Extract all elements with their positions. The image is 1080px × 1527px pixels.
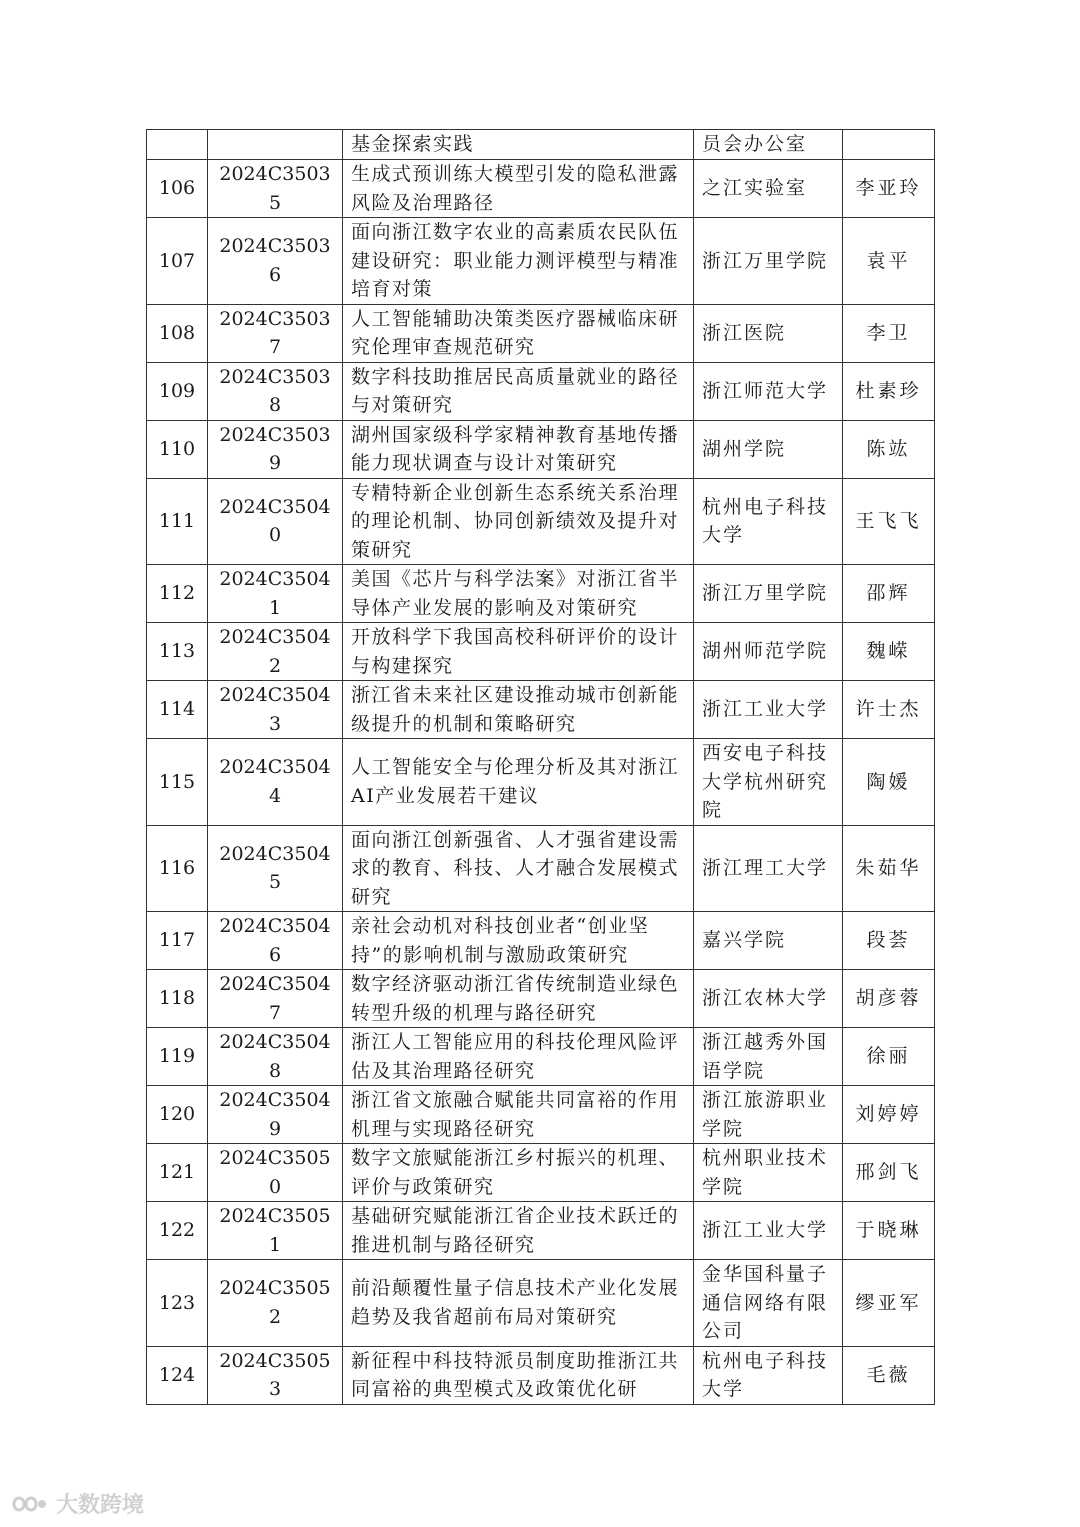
cell-title: 浙江人工智能应用的科技伦理风险评估及其治理路径研究 bbox=[343, 1028, 694, 1086]
cell-person: 陶媛 bbox=[843, 739, 935, 826]
cell-title: 湖州国家级科学家精神教育基地传播能力现状调查与设计对策研究 bbox=[343, 420, 694, 478]
cell-code: 2024C35048 bbox=[208, 1028, 343, 1086]
table-row bbox=[147, 1086, 935, 1144]
cell-code: 2024C35035 bbox=[208, 160, 343, 218]
cell-title: 专精特新企业创新生态系统关系治理的理论机制、协同创新绩效及提升对策研究 bbox=[343, 478, 694, 565]
cell-title: 新征程中科技特派员制度助推浙江共同富裕的典型模式及政策优化研 bbox=[343, 1346, 694, 1404]
cell-person: 李卫 bbox=[843, 304, 935, 362]
cell-org: 金华国科量子通信网络有限公司 bbox=[694, 1260, 843, 1347]
table-body bbox=[147, 130, 935, 1405]
cell-title: 浙江省文旅融合赋能共同富裕的作用机理与实现路径研究 bbox=[343, 1086, 694, 1144]
cell-person: 朱茹华 bbox=[843, 825, 935, 912]
cell-code: 2024C35043 bbox=[208, 681, 343, 739]
cell-person: 袁平 bbox=[843, 218, 935, 305]
cell-org: 浙江旅游职业学院 bbox=[694, 1086, 843, 1144]
cell-org: 之江实验室 bbox=[694, 160, 843, 218]
cell-no: 109 bbox=[147, 362, 208, 420]
cell-no: 112 bbox=[147, 565, 208, 623]
cell-org: 杭州职业技术学院 bbox=[694, 1144, 843, 1202]
cell-code: 2024C35038 bbox=[208, 362, 343, 420]
cell-person: 邵辉 bbox=[843, 565, 935, 623]
cell-org: 浙江师范大学 bbox=[694, 362, 843, 420]
watermark-text: 大数跨境 bbox=[56, 1493, 145, 1518]
cell-person: 李亚玲 bbox=[843, 160, 935, 218]
cell-code: 2024C35046 bbox=[208, 912, 343, 970]
cell-code: 2024C35036 bbox=[208, 218, 343, 305]
cell-org: 杭州电子科技大学 bbox=[694, 478, 843, 565]
cell-title: 数字经济驱动浙江省传统制造业绿色转型升级的机理与路径研究 bbox=[343, 970, 694, 1028]
cell-code: 2024C35039 bbox=[208, 420, 343, 478]
table-row bbox=[147, 160, 935, 218]
table-row bbox=[147, 218, 935, 305]
cell-person: 邢剑飞 bbox=[843, 1144, 935, 1202]
cell-org: 西安电子科技大学杭州研究院 bbox=[694, 739, 843, 826]
cell-code: 2024C35037 bbox=[208, 304, 343, 362]
cell-no: 123 bbox=[147, 1260, 208, 1347]
cell-title: 浙江省未来社区建设推动城市创新能级提升的机制和策略研究 bbox=[343, 681, 694, 739]
table-row bbox=[147, 565, 935, 623]
table-row bbox=[147, 912, 935, 970]
cell-code: 2024C35050 bbox=[208, 1144, 343, 1202]
table-row bbox=[147, 1346, 935, 1404]
cell-no: 114 bbox=[147, 681, 208, 739]
table-row bbox=[147, 1260, 935, 1347]
cell-person: 段荟 bbox=[843, 912, 935, 970]
cell-no: 113 bbox=[147, 623, 208, 681]
table-row bbox=[147, 825, 935, 912]
table-row bbox=[147, 1144, 935, 1202]
table-row bbox=[147, 304, 935, 362]
table-row bbox=[147, 739, 935, 826]
table-row bbox=[147, 1202, 935, 1260]
cell-title: 亲社会动机对科技创业者“创业坚持”的影响机制与激励政策研究 bbox=[343, 912, 694, 970]
cell-org: 湖州师范学院 bbox=[694, 623, 843, 681]
cell-no: 122 bbox=[147, 1202, 208, 1260]
cell-org: 员会办公室 bbox=[694, 130, 843, 160]
cell-no bbox=[147, 130, 208, 160]
cell-org: 浙江医院 bbox=[694, 304, 843, 362]
cell-org: 浙江理工大学 bbox=[694, 825, 843, 912]
cell-org: 浙江工业大学 bbox=[694, 1202, 843, 1260]
cell-code: 2024C35052 bbox=[208, 1260, 343, 1347]
cell-title: 美国《芯片与科学法案》对浙江省半导体产业发展的影响及对策研究 bbox=[343, 565, 694, 623]
cell-title: 生成式预训练大模型引发的隐私泄露风险及治理路径 bbox=[343, 160, 694, 218]
logo-icon bbox=[10, 1492, 50, 1516]
cell-no: 124 bbox=[147, 1346, 208, 1404]
cell-person bbox=[843, 130, 935, 160]
cell-person: 杜素珍 bbox=[843, 362, 935, 420]
cell-title: 数字文旅赋能浙江乡村振兴的机理、评价与政策研究 bbox=[343, 1144, 694, 1202]
cell-code: 2024C35045 bbox=[208, 825, 343, 912]
cell-no: 110 bbox=[147, 420, 208, 478]
table-row bbox=[147, 362, 935, 420]
cell-person: 许士杰 bbox=[843, 681, 935, 739]
cell-no: 116 bbox=[147, 825, 208, 912]
cell-no: 117 bbox=[147, 912, 208, 970]
cell-code bbox=[208, 130, 343, 160]
cell-code: 2024C35042 bbox=[208, 623, 343, 681]
cell-no: 121 bbox=[147, 1144, 208, 1202]
cell-person: 徐丽 bbox=[843, 1028, 935, 1086]
cell-title: 基金探索实践 bbox=[343, 130, 694, 160]
cell-org: 杭州电子科技大学 bbox=[694, 1346, 843, 1404]
cell-person: 胡彦蓉 bbox=[843, 970, 935, 1028]
cell-org: 浙江农林大学 bbox=[694, 970, 843, 1028]
cell-org: 嘉兴学院 bbox=[694, 912, 843, 970]
cell-code: 2024C35047 bbox=[208, 970, 343, 1028]
cell-title: 开放科学下我国高校科研评价的设计与构建探究 bbox=[343, 623, 694, 681]
cell-no: 108 bbox=[147, 304, 208, 362]
cell-no: 119 bbox=[147, 1028, 208, 1086]
cell-title: 人工智能安全与伦理分析及其对浙江AI产业发展若干建议 bbox=[343, 739, 694, 826]
cell-title: 面向浙江数字农业的高素质农民队伍建设研究：职业能力测评模型与精准培育对策 bbox=[343, 218, 694, 305]
cell-person: 王飞飞 bbox=[843, 478, 935, 565]
cell-person: 毛薇 bbox=[843, 1346, 935, 1404]
cell-org: 浙江万里学院 bbox=[694, 565, 843, 623]
table-row bbox=[147, 1028, 935, 1086]
cell-title: 面向浙江创新强省、人才强省建设需求的教育、科技、人才融合发展模式研究 bbox=[343, 825, 694, 912]
cell-person: 于晓琳 bbox=[843, 1202, 935, 1260]
cell-code: 2024C35053 bbox=[208, 1346, 343, 1404]
cell-code: 2024C35044 bbox=[208, 739, 343, 826]
cell-code: 2024C35040 bbox=[208, 478, 343, 565]
cell-no: 107 bbox=[147, 218, 208, 305]
table-row bbox=[147, 478, 935, 565]
cell-no: 106 bbox=[147, 160, 208, 218]
cell-title: 前沿颠覆性量子信息技术产业化发展趋势及我省超前布局对策研究 bbox=[343, 1260, 694, 1347]
cell-org: 浙江万里学院 bbox=[694, 218, 843, 305]
table-row bbox=[147, 970, 935, 1028]
cell-person: 刘婷婷 bbox=[843, 1086, 935, 1144]
table-row-continued bbox=[147, 130, 935, 160]
cell-title: 数字科技助推居民高质量就业的路径与对策研究 bbox=[343, 362, 694, 420]
table-row bbox=[147, 623, 935, 681]
table-row bbox=[147, 420, 935, 478]
table-row bbox=[147, 681, 935, 739]
cell-no: 118 bbox=[147, 970, 208, 1028]
cell-no: 115 bbox=[147, 739, 208, 826]
cell-org: 浙江工业大学 bbox=[694, 681, 843, 739]
cell-code: 2024C35051 bbox=[208, 1202, 343, 1260]
cell-code: 2024C35041 bbox=[208, 565, 343, 623]
cell-person: 魏嵘 bbox=[843, 623, 935, 681]
cell-code: 2024C35049 bbox=[208, 1086, 343, 1144]
cell-person: 缪亚军 bbox=[843, 1260, 935, 1347]
cell-no: 120 bbox=[147, 1086, 208, 1144]
cell-person: 陈竑 bbox=[843, 420, 935, 478]
cell-no: 111 bbox=[147, 478, 208, 565]
watermark bbox=[10, 1488, 144, 1519]
cell-title: 基础研究赋能浙江省企业技术跃迁的推进机制与路径研究 bbox=[343, 1202, 694, 1260]
cell-org: 浙江越秀外国语学院 bbox=[694, 1028, 843, 1086]
cell-org: 湖州学院 bbox=[694, 420, 843, 478]
project-table bbox=[146, 129, 935, 1405]
cell-title: 人工智能辅助决策类医疗器械临床研究伦理审查规范研究 bbox=[343, 304, 694, 362]
